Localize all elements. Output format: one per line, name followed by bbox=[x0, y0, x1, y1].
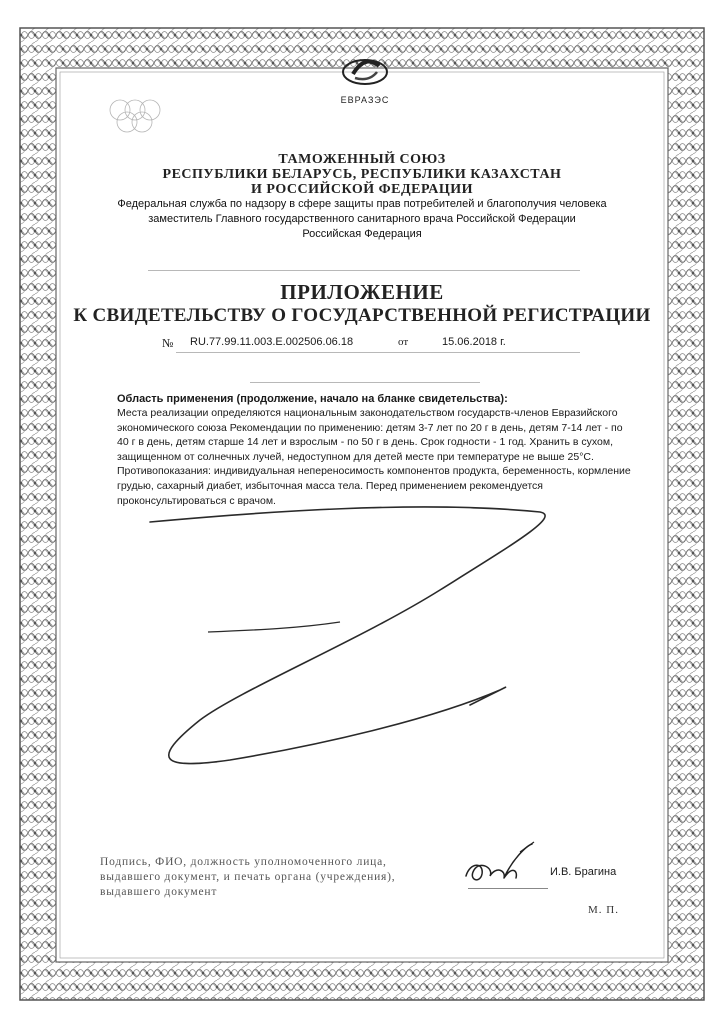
agency-line-3: Российская Федерация bbox=[302, 228, 422, 240]
document-title bbox=[60, 280, 664, 328]
section-title: Область применения (продолжение, начало на бланке свидетельства): bbox=[117, 393, 508, 405]
handwritten-signature bbox=[460, 840, 550, 890]
eurasec-logo bbox=[320, 52, 410, 108]
section-body-text: Места реализации определяются национальным законодательством государств-членов Евразийского экономического союза Рекомендации по применению: детям 3-7 лет по 20 г в день, детям 7-14 лет - по 40 г в день, детям старше 14 лет и взрослым - по 50 г в день. Срок годности - 1 год. Хранить в сухом, защищенном от солнечных лучей, недоступном для детей месте при температуре не выше 25°С. Противопоказания: индивидуальная непереносимость компонентов продукта, беременность, кормление грудью, сахарный диабет, избыточная масса тела. Перед применением рекомендуется проконсультироваться с врачом. bbox=[117, 407, 631, 507]
from-label: от bbox=[398, 336, 409, 348]
logo-emblem-icon bbox=[335, 52, 395, 88]
title-line-1: ПРИЛОЖЕНИЕ bbox=[280, 280, 444, 304]
divider bbox=[148, 270, 580, 271]
header-line-1: ТАМОЖЕННЫЙ СОЮЗ bbox=[278, 152, 446, 167]
signature-label: Подпись, ФИО, должность уполномоченного лица, выдавшего документ, и печать органа (учреждения), выдавшего документ bbox=[100, 856, 396, 898]
title-line-2: К СВИДЕТЕЛЬСТВУ О ГОСУДАРСТВЕННОЙ РЕГИСТРАЦИИ bbox=[73, 305, 651, 326]
registration-number: RU.77.99.11.003.Е.002506.06.18 bbox=[190, 336, 354, 348]
header-line-3: И РОССИЙСКОЙ ФЕДЕРАЦИИ bbox=[251, 182, 473, 197]
divider bbox=[250, 382, 480, 383]
rosette-decoration bbox=[110, 100, 160, 132]
number-sign: № bbox=[162, 336, 174, 350]
signer-name: И.В. Брагина bbox=[550, 866, 617, 878]
logo-text: ЕВРАЗЭС bbox=[340, 95, 390, 105]
signature-underline bbox=[468, 888, 548, 889]
divider bbox=[176, 352, 580, 353]
agency-line-1: Федеральная служба по надзору в сфере защиты прав потребителей и благополучия человека bbox=[117, 198, 607, 210]
header-line-2: РЕСПУБЛИКИ БЕЛАРУСЬ, РЕСПУБЛИКИ КАЗАХСТАН bbox=[162, 167, 562, 182]
registration-date: 15.06.2018 г. bbox=[442, 336, 506, 348]
document-header bbox=[60, 152, 664, 242]
agency-line-2: заместитель Главного государственного санитарного врача Российской Федерации bbox=[148, 213, 576, 225]
stamp-placeholder: М. П. bbox=[588, 904, 619, 916]
